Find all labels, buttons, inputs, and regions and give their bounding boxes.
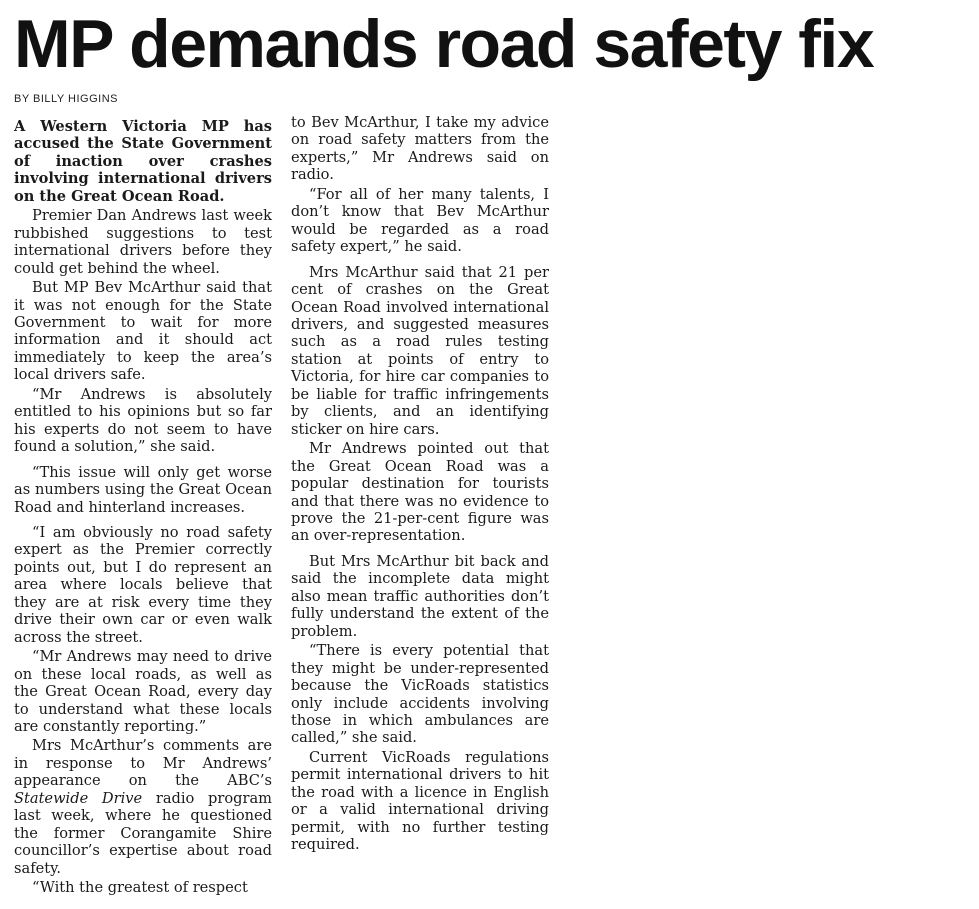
headline: MP demands road safety fix	[14, 6, 874, 82]
byline: BY BILLY HIGGINS	[14, 93, 118, 105]
paragraph: Mrs McArthur said that 21 per cent of crashes on the Great Ocean Road involved international drivers, and suggested measures such as a road rules testing station at points of entry to Victoria, for hire car companies to be liable for traffic infringements by clients, and an identifying sticker on hire cars.	[291, 263, 549, 438]
paragraph	[14, 737, 272, 877]
text-run: Mrs McArthur’s comments are in response to Mr Andrews’ appearance on the ABC’s	[14, 737, 272, 790]
paragraph: “Mr Andrews is absolutely entitled to his opinions but so far his experts do not seem to have found a solution,” she said.	[14, 385, 272, 456]
lede-paragraph: A Western Victoria MP has accused the State Government of inaction over crashes involving international drivers on the Great Ocean Road.	[14, 118, 272, 205]
text-run: radio program last week, where he questioned the former Corangamite Shire councillor’s expertise about road safety.	[14, 789, 272, 877]
paragraph: “Mr Andrews may need to drive on these local roads, as well as the Great Ocean Road, every day to understand what these locals are constantly reporting.”	[14, 648, 272, 735]
paragraph: But MP Bev McArthur said that it was not enough for the State Government to wait for more information and it should act immediately to keep the area’s local drivers safe.	[14, 279, 272, 384]
paragraph: Mr Andrews pointed out that the Great Ocean Road was a popular destination for tourists and that there was no evidence to prove the 21-per-cent figure was an over-representation.	[291, 440, 549, 545]
paragraph: Premier Dan Andrews last week rubbished suggestions to test international drivers before they could get behind the wheel.	[14, 207, 272, 277]
article-column-2	[291, 114, 549, 854]
paragraph: “I am obviously no road safety expert as the Premier correctly points out, but I do represent an area where locals believe that they are at risk every time they drive their own car or even walk across the street.	[14, 523, 272, 646]
paragraph: “For all of her many talents, I don’t know that Bev McArthur would be regarded as a road safety expert,” he said.	[291, 185, 549, 256]
paragraph: Current VicRoads regulations permit international drivers to hit the road with a licence in English or a valid international driving permit, with no further testing required.	[291, 748, 549, 854]
article-column-1	[14, 118, 272, 896]
paragraph: “This issue will only get worse as numbers using the Great Ocean Road and hinterland increases.	[14, 463, 272, 516]
paragraph: But Mrs McArthur bit back and said the incomplete data might also mean traffic authorities don’t fully understand the extent of the problem.	[291, 552, 549, 640]
program-title: Statewide Drive	[14, 789, 143, 807]
paragraph: to Bev McArthur, I take my advice on road safety matters from the experts,” Mr Andrews said on radio.	[291, 114, 549, 184]
paragraph: “There is every potential that they might be under-represented because the VicRoads statistics only include accidents involving those in which ambulances are called,” she said.	[291, 642, 549, 747]
paragraph: “With the greatest of respect	[32, 879, 248, 897]
